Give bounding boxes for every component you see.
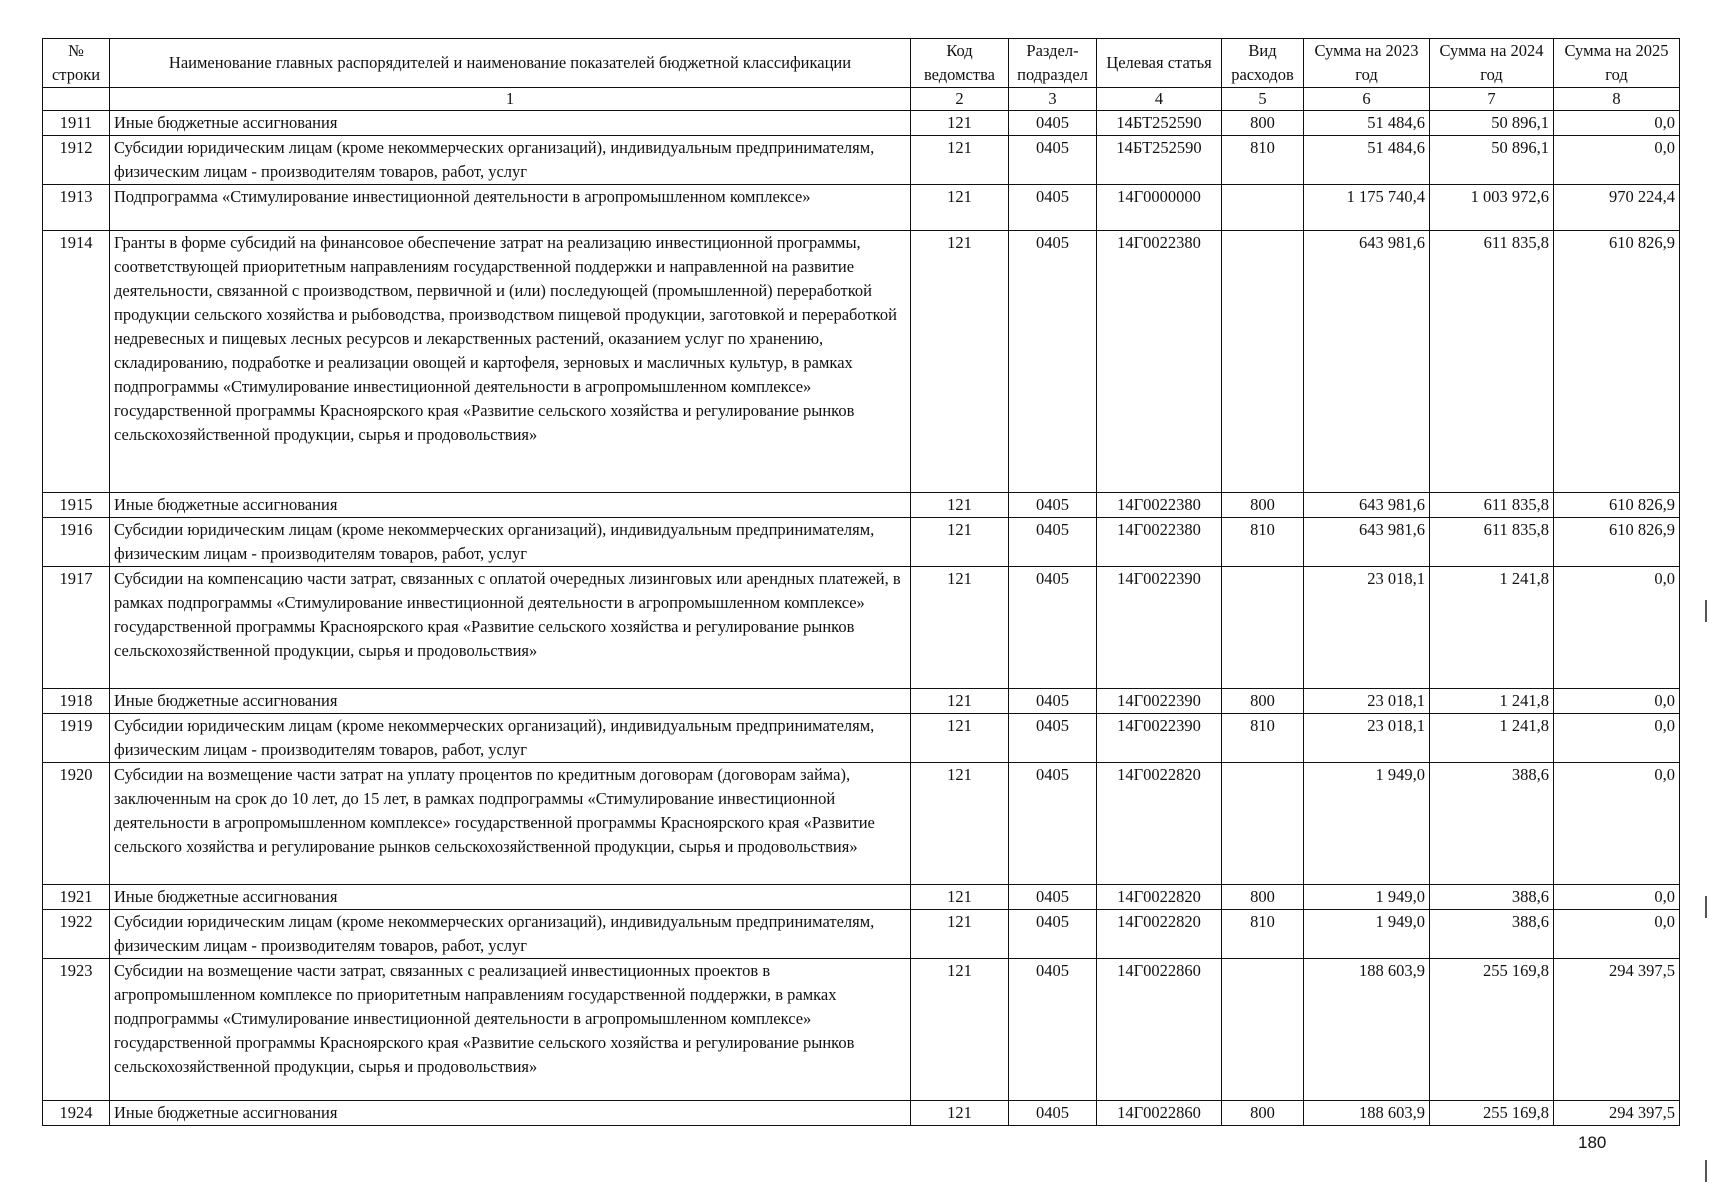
- row-name: Субсидии на компенсацию части затрат, связанных с оплатой очередных лизинговых или арендных платежей, в рамках подпрограммы «Стимулирование инвестиционной деятельности в агропромышленном комплексе» государственной программы Красноярского края «Развитие сельского хозяйства и регулирование рынков сельскохозяйственной продукции, сырья и продовольствия»: [110, 567, 911, 689]
- row-expense-type: 800: [1222, 689, 1304, 714]
- row-sum-2024: 388,6: [1430, 910, 1554, 959]
- header-expense-type: Вид расходов: [1222, 39, 1304, 88]
- row-name: Субсидии юридическим лицам (кроме некоммерческих организаций), индивидуальным предпринимателям, физическим лицам - производителям товаров, работ, услуг: [110, 714, 911, 763]
- row-expense-type: [1222, 231, 1304, 493]
- row-section: 0405: [1009, 885, 1097, 910]
- row-sum-2024: 50 896,1: [1430, 111, 1554, 136]
- row-number: 1922: [43, 910, 110, 959]
- row-dept-code: 121: [911, 714, 1009, 763]
- row-expense-type: [1222, 185, 1304, 231]
- row-sum-2025: 294 397,5: [1554, 959, 1680, 1101]
- row-target: 14Г0022380: [1097, 493, 1222, 518]
- row-dept-code: 121: [911, 885, 1009, 910]
- column-number: 4: [1097, 88, 1222, 111]
- table-row: [43, 714, 1680, 763]
- table-row: [43, 493, 1680, 518]
- row-sum-2025: 0,0: [1554, 910, 1680, 959]
- row-sum-2023: 23 018,1: [1304, 714, 1430, 763]
- row-sum-2023: 1 949,0: [1304, 910, 1430, 959]
- scan-artifact-mark: [1705, 600, 1707, 622]
- row-sum-2025: 0,0: [1554, 111, 1680, 136]
- header-target: Целевая статья: [1097, 39, 1222, 88]
- row-dept-code: 121: [911, 185, 1009, 231]
- row-sum-2025: 970 224,4: [1554, 185, 1680, 231]
- header-sum-2024: Сумма на 2024 год: [1430, 39, 1554, 88]
- row-section: 0405: [1009, 231, 1097, 493]
- row-sum-2024: 1 241,8: [1430, 689, 1554, 714]
- row-sum-2023: 643 981,6: [1304, 493, 1430, 518]
- row-sum-2024: 611 835,8: [1430, 518, 1554, 567]
- table-row: [43, 111, 1680, 136]
- row-name: Субсидии юридическим лицам (кроме некоммерческих организаций), индивидуальным предпринимателям, физическим лицам - производителям товаров, работ, услуг: [110, 136, 911, 185]
- row-sum-2023: 51 484,6: [1304, 111, 1430, 136]
- row-dept-code: 121: [911, 763, 1009, 885]
- row-dept-code: 121: [911, 111, 1009, 136]
- row-dept-code: 121: [911, 231, 1009, 493]
- row-sum-2024: 388,6: [1430, 763, 1554, 885]
- row-section: 0405: [1009, 763, 1097, 885]
- row-sum-2023: 1 175 740,4: [1304, 185, 1430, 231]
- row-target: 14Г0022390: [1097, 567, 1222, 689]
- scan-artifact-mark: [1705, 896, 1707, 918]
- row-number: 1913: [43, 185, 110, 231]
- table-row: [43, 885, 1680, 910]
- row-section: 0405: [1009, 714, 1097, 763]
- row-sum-2025: 0,0: [1554, 136, 1680, 185]
- row-section: 0405: [1009, 493, 1097, 518]
- row-section: 0405: [1009, 136, 1097, 185]
- row-sum-2023: 23 018,1: [1304, 567, 1430, 689]
- header-sum-2025: Сумма на 2025 год: [1554, 39, 1680, 88]
- row-sum-2023: 188 603,9: [1304, 1101, 1430, 1126]
- row-number: 1911: [43, 111, 110, 136]
- row-target: 14Г0022380: [1097, 231, 1222, 493]
- table-row: [43, 910, 1680, 959]
- row-sum-2024: 50 896,1: [1430, 136, 1554, 185]
- row-target: 14Г0022820: [1097, 763, 1222, 885]
- column-number: 8: [1554, 88, 1680, 111]
- row-name: Иные бюджетные ассигнования: [110, 493, 911, 518]
- row-name: Подпрограмма «Стимулирование инвестиционной деятельности в агропромышленном комплексе»: [110, 185, 911, 231]
- scan-artifact-mark: [1705, 1160, 1707, 1182]
- row-sum-2025: 294 397,5: [1554, 1101, 1680, 1126]
- row-expense-type: 810: [1222, 136, 1304, 185]
- row-section: 0405: [1009, 185, 1097, 231]
- row-sum-2024: 1 241,8: [1430, 714, 1554, 763]
- row-name: Субсидии юридическим лицам (кроме некоммерческих организаций), индивидуальным предпринимателям, физическим лицам - производителям товаров, работ, услуг: [110, 518, 911, 567]
- row-dept-code: 121: [911, 518, 1009, 567]
- row-target: 14Г0022390: [1097, 689, 1222, 714]
- row-name: Гранты в форме субсидий на финансовое обеспечение затрат на реализацию инвестиционной программы, соответствующей приоритетным направлениям государственной поддержки и направленной на развитие деятельности, связанной с производством, первичной и (или) последующей (промышленной) переработкой продукции сельского хозяйства и рыбоводства, производством пищевой продукции, заготовкой и переработкой недревесных и пищевых лесных ресурсов и лекарственных растений, оказанием услуг по хранению, складированию, подработке и реализации овощей и картофеля, зерновых и масличных культур, в рамках подпрограммы «Стимулирование инвестиционной деятельности в агропромышленном комплексе» государственной программы Красноярского края «Развитие сельского хозяйства и регулирование рынков сельскохозяйственной продукции, сырья и продовольствия»: [110, 231, 911, 493]
- row-dept-code: 121: [911, 493, 1009, 518]
- row-sum-2024: 255 169,8: [1430, 959, 1554, 1101]
- row-name: Субсидии на возмещение части затрат, связанных с реализацией инвестиционных проектов в агропромышленном комплексе по приоритетным направлениям государственной поддержки, в рамках подпрограммы «Стимулирование инвестиционной деятельности в агропромышленном комплексе» государственной программы Красноярского края «Развитие сельского хозяйства и регулирование рынков сельскохозяйственной продукции, сырья и продовольствия»: [110, 959, 911, 1101]
- header-section: Раздел-подраздел: [1009, 39, 1097, 88]
- row-target: 14Г0022860: [1097, 959, 1222, 1101]
- column-number: 1: [110, 88, 911, 111]
- row-expense-type: 810: [1222, 518, 1304, 567]
- column-number: 7: [1430, 88, 1554, 111]
- header-row-no: № строки: [43, 39, 110, 88]
- table-row: [43, 136, 1680, 185]
- row-target: 14Г0000000: [1097, 185, 1222, 231]
- row-section: 0405: [1009, 567, 1097, 689]
- row-sum-2023: 643 981,6: [1304, 518, 1430, 567]
- row-target: 14Г0022380: [1097, 518, 1222, 567]
- row-sum-2024: 611 835,8: [1430, 493, 1554, 518]
- row-sum-2023: 1 949,0: [1304, 885, 1430, 910]
- column-number-row: [43, 88, 1680, 111]
- table-row: [43, 185, 1680, 231]
- table-row: [43, 231, 1680, 493]
- row-sum-2024: 255 169,8: [1430, 1101, 1554, 1126]
- row-expense-type: [1222, 959, 1304, 1101]
- row-dept-code: 121: [911, 689, 1009, 714]
- budget-table: [42, 38, 1680, 1126]
- row-dept-code: 121: [911, 567, 1009, 689]
- row-expense-type: [1222, 567, 1304, 689]
- row-target: 14Г0022860: [1097, 1101, 1222, 1126]
- row-sum-2025: 610 826,9: [1554, 493, 1680, 518]
- row-dept-code: 121: [911, 136, 1009, 185]
- row-sum-2025: 610 826,9: [1554, 518, 1680, 567]
- row-expense-type: 800: [1222, 493, 1304, 518]
- row-target: 14Г0022390: [1097, 714, 1222, 763]
- row-dept-code: 121: [911, 910, 1009, 959]
- row-number: 1912: [43, 136, 110, 185]
- row-name: Иные бюджетные ассигнования: [110, 1101, 911, 1126]
- row-name: Субсидии юридическим лицам (кроме некоммерческих организаций), индивидуальным предпринимателям, физическим лицам - производителям товаров, работ, услуг: [110, 910, 911, 959]
- row-number: 1921: [43, 885, 110, 910]
- row-sum-2025: 0,0: [1554, 567, 1680, 689]
- row-expense-type: 810: [1222, 910, 1304, 959]
- row-target: 14БТ252590: [1097, 111, 1222, 136]
- row-section: 0405: [1009, 111, 1097, 136]
- row-expense-type: 800: [1222, 885, 1304, 910]
- row-target: 14Г0022820: [1097, 885, 1222, 910]
- table-row: [43, 567, 1680, 689]
- row-number: 1923: [43, 959, 110, 1101]
- row-section: 0405: [1009, 1101, 1097, 1126]
- column-number: [43, 88, 110, 111]
- row-sum-2023: 643 981,6: [1304, 231, 1430, 493]
- row-section: 0405: [1009, 689, 1097, 714]
- row-sum-2024: 611 835,8: [1430, 231, 1554, 493]
- header-dept-code: Код ведомства: [911, 39, 1009, 88]
- row-number: 1920: [43, 763, 110, 885]
- header-name: Наименование главных распорядителей и наименование показателей бюджетной классификации: [110, 39, 911, 88]
- row-target: 14Г0022820: [1097, 910, 1222, 959]
- row-target: 14БТ252590: [1097, 136, 1222, 185]
- row-sum-2023: 23 018,1: [1304, 689, 1430, 714]
- row-dept-code: 121: [911, 959, 1009, 1101]
- table-row: [43, 763, 1680, 885]
- row-name: Иные бюджетные ассигнования: [110, 689, 911, 714]
- column-number: 5: [1222, 88, 1304, 111]
- row-sum-2024: 1 003 972,6: [1430, 185, 1554, 231]
- row-expense-type: 800: [1222, 111, 1304, 136]
- row-sum-2023: 1 949,0: [1304, 763, 1430, 885]
- row-expense-type: 800: [1222, 1101, 1304, 1126]
- page-number: 180: [1578, 1133, 1607, 1152]
- row-name: Субсидии на возмещение части затрат на уплату процентов по кредитным договорам (договорам займа), заключенным на срок до 10 лет, до 15 лет, в рамках подпрограммы «Стимулирование инвестиционной деятельности в агропромышленном комплексе» государственной программы Красноярского края «Развитие сельского хозяйства и регулирование рынков сельскохозяйственной продукции, сырья и продовольствия»: [110, 763, 911, 885]
- table-row: [43, 518, 1680, 567]
- row-sum-2024: 388,6: [1430, 885, 1554, 910]
- header-sum-2023: Сумма на 2023 год: [1304, 39, 1430, 88]
- row-expense-type: 810: [1222, 714, 1304, 763]
- column-number: 3: [1009, 88, 1097, 111]
- table-row: [43, 959, 1680, 1101]
- row-name: Иные бюджетные ассигнования: [110, 885, 911, 910]
- header-row: [43, 39, 1680, 88]
- row-number: 1914: [43, 231, 110, 493]
- row-section: 0405: [1009, 959, 1097, 1101]
- row-expense-type: [1222, 763, 1304, 885]
- row-number: 1918: [43, 689, 110, 714]
- row-section: 0405: [1009, 910, 1097, 959]
- row-sum-2024: 1 241,8: [1430, 567, 1554, 689]
- table-row: [43, 689, 1680, 714]
- row-number: 1919: [43, 714, 110, 763]
- row-sum-2025: 0,0: [1554, 714, 1680, 763]
- row-sum-2025: 610 826,9: [1554, 231, 1680, 493]
- row-number: 1916: [43, 518, 110, 567]
- column-number: 2: [911, 88, 1009, 111]
- row-sum-2023: 188 603,9: [1304, 959, 1430, 1101]
- row-number: 1917: [43, 567, 110, 689]
- row-number: 1915: [43, 493, 110, 518]
- row-sum-2025: 0,0: [1554, 885, 1680, 910]
- row-name: Иные бюджетные ассигнования: [110, 111, 911, 136]
- row-sum-2025: 0,0: [1554, 689, 1680, 714]
- row-number: 1924: [43, 1101, 110, 1126]
- row-sum-2023: 51 484,6: [1304, 136, 1430, 185]
- row-section: 0405: [1009, 518, 1097, 567]
- row-dept-code: 121: [911, 1101, 1009, 1126]
- row-sum-2025: 0,0: [1554, 763, 1680, 885]
- column-number: 6: [1304, 88, 1430, 111]
- table-row: [43, 1101, 1680, 1126]
